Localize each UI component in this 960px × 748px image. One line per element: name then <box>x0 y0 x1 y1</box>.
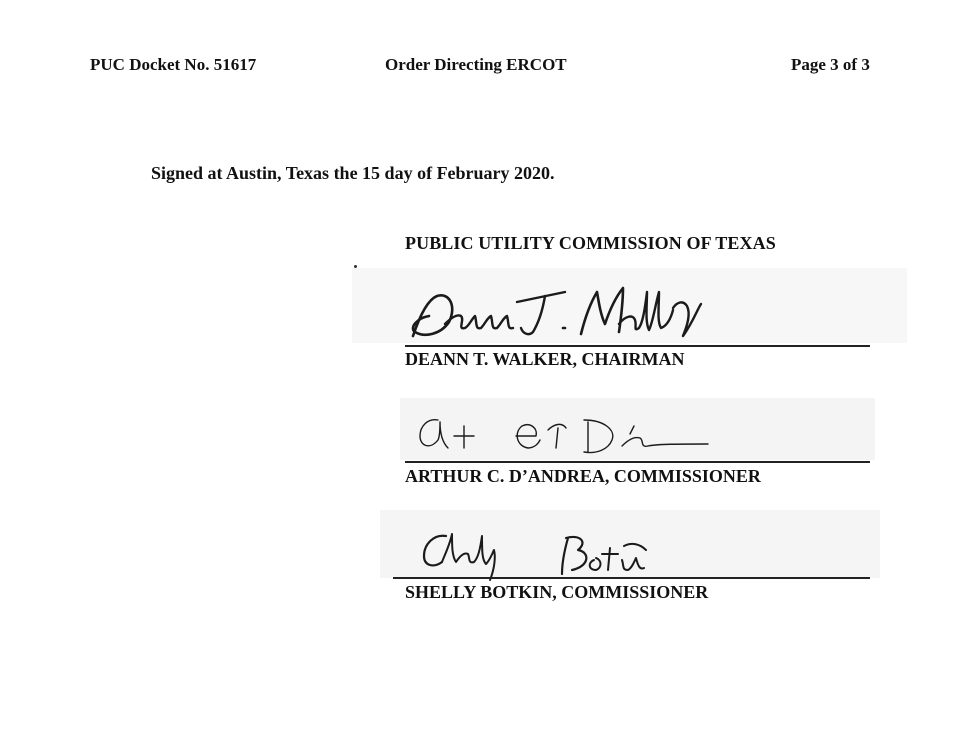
signatory-name-dandrea: ARTHUR C. D’ANDREA, COMMISSIONER <box>405 466 761 486</box>
dandrea-signature <box>408 400 728 460</box>
signatory-name-botkin: SHELLY BOTKIN, COMMISSIONER <box>405 582 709 602</box>
commission-heading: PUBLIC UTILITY COMMISSION OF TEXAS <box>405 233 776 253</box>
page-number: Page 3 of 3 <box>791 55 870 74</box>
botkin-signature <box>418 522 698 582</box>
signed-statement: Signed at Austin, Texas the 15 day of February 2020. <box>151 163 555 183</box>
walker-signature <box>405 278 705 348</box>
signatory-name-walker: DEANN T. WALKER, CHAIRMAN <box>405 349 685 369</box>
order-title: Order Directing ERCOT <box>385 55 567 74</box>
signature-line <box>393 577 870 579</box>
signature-line <box>405 461 870 463</box>
docket-number: PUC Docket No. 51617 <box>90 55 257 74</box>
signature-line <box>405 345 870 347</box>
